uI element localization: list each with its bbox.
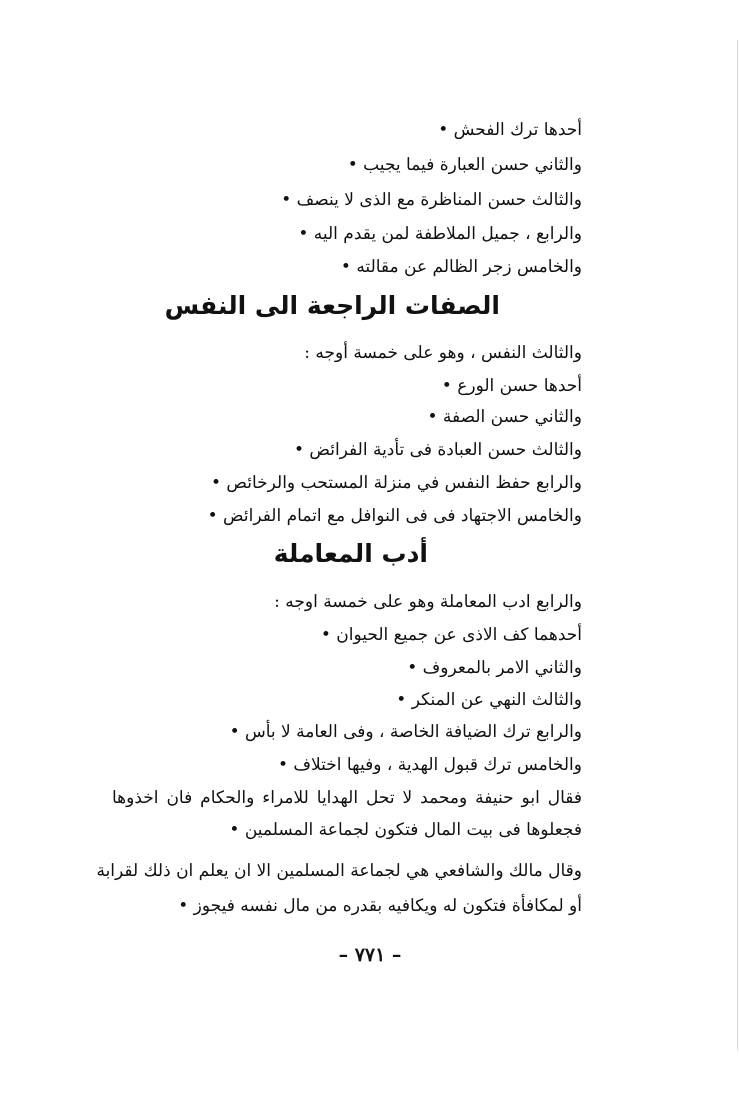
section1-line-1: أحدها ترك الفحش • — [438, 120, 582, 140]
section2-line-2: أحدها حسن الورع • — [441, 376, 582, 396]
paragraph2-line-2: أو لمكافأة فتكون له ويكافيه بقدره من مال نفسه فيجوز • — [178, 896, 582, 916]
section3-heading: أدب المعاملة — [273, 539, 428, 568]
paragraph1-line-2: فجعلوها فى بيت المال فتكون لجماعة المسلمين • — [229, 820, 582, 840]
section1-line-2: والثاني حسن العبارة فيما يجيب • — [347, 155, 582, 175]
section3-line-5: والرابع ترك الضيافة الخاصة ، وفى العامة لا بأس • — [229, 722, 582, 742]
section3-line-2: أحدهما كف الاذى عن جميع الحيوان • — [320, 625, 582, 645]
section3-line-6: والخامس ترك قبول الهدية ، وفيها اختلاف • — [277, 755, 582, 775]
section2-line-1: والثالث النفس ، وهو على خمسة أوجه : — [304, 343, 582, 363]
section2-line-5: والرابع حفظ النفس في منزلة المستحب والرخائص • — [210, 473, 582, 493]
section3-line-3: والثاني الامر بالمعروف • — [407, 658, 582, 678]
section2-line-3: والثاني حسن الصفة • — [427, 407, 582, 427]
section2-heading: الصفات الراجعة الى النفس — [164, 291, 500, 320]
section3-line-1: والرابع ادب المعاملة وهو على خمسة اوجه : — [274, 592, 582, 612]
section3-line-4: والثالث النهي عن المنكر • — [396, 690, 582, 710]
section1-line-5: والخامس زجر الظالم عن مقالته • — [340, 257, 582, 277]
paragraph2-line-1: وقال مالك والشافعي هي لجماعة المسلمين الا ان يعلم ان ذلك لقرابة — [96, 861, 582, 881]
page-edge-line — [737, 40, 738, 1050]
section1-line-4: والرابع ، جميل الملاطفة لمن يقدم اليه • — [298, 224, 582, 244]
section1-line-3: والثالث حسن المناظرة مع الذى لا ينصف • — [281, 190, 582, 210]
paragraph1-line-1: فقال ابو حنيفة ومحمد لا تحل الهدايا للامراء والحكام فان اخذوها — [112, 788, 582, 808]
page-number: – ٧٧١ – — [338, 944, 402, 966]
section2-line-4: والثالث حسن العبادة فى تأدية الفرائض • — [293, 440, 582, 460]
section2-line-6: والخامس الاجتهاد فى فى النوافل مع اتمام الفرائض • — [207, 506, 582, 526]
